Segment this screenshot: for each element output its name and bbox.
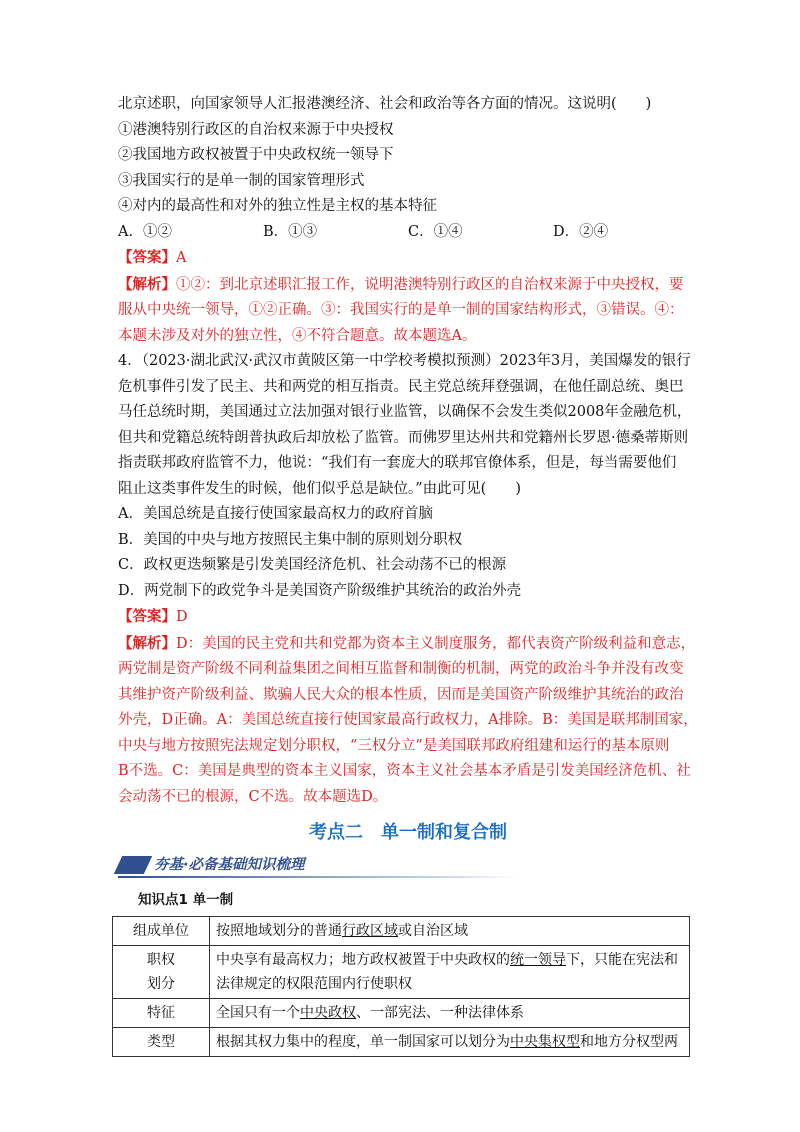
value-text: 根据其权力集中的程度，单一制国家可以划分为 bbox=[216, 1034, 510, 1050]
value-text: 和地方分权型两 bbox=[580, 1034, 678, 1050]
value-text: 、一部宪法、一种法律体系 bbox=[356, 1005, 524, 1021]
q4-stem-line-1: 4．（2023·湖北武汉·武汉市黄陂区第一中学校考模拟预测）2023年3月，美国爆发的银行 bbox=[118, 353, 691, 369]
q4-option-c: C．政权更迭频繁是引发美国经济危机、社会动荡不已的根源 bbox=[118, 557, 507, 573]
answer-value: A bbox=[176, 250, 187, 266]
row-value bbox=[210, 946, 690, 999]
banner-decoration bbox=[114, 856, 152, 874]
value-text: 中央享有最高权力；地方政权被置于中央政权的 bbox=[216, 952, 510, 968]
banner-text: 夯基·必备基础知识梳理 bbox=[154, 857, 305, 873]
answer-tag: 【答案】 bbox=[118, 608, 176, 625]
q4-analysis-line-3: 其维护资产阶级利益、欺骗人民大众的根本性质，因而是美国资产阶级维护其统治的政治 bbox=[118, 686, 684, 703]
underlined-term: 行政区域 bbox=[342, 923, 398, 939]
unitary-system-table bbox=[112, 916, 690, 1057]
q3-statement-4: ④对内的最高性和对外的独立性是主权的基本特征 bbox=[118, 198, 437, 214]
underlined-term: 中央集权型 bbox=[510, 1034, 580, 1050]
q4-stem-line-3: 马任总统时期，美国通过立法加强对银行业监管，以确保不会发生类似2008年金融危机， bbox=[118, 404, 692, 420]
row-value bbox=[210, 1028, 690, 1057]
q3-option-a: A．①② bbox=[118, 223, 172, 240]
q4-answer bbox=[118, 604, 698, 631]
q3-options bbox=[118, 220, 698, 246]
section-banner bbox=[118, 852, 518, 880]
q3-option-b: B．①③ bbox=[263, 223, 318, 240]
q4-option-d: D．两党制下的政党争斗是美国资产阶级维护其统治的政治外壳 bbox=[118, 582, 522, 599]
q4-analysis-line-5: 中央与地方按照宪法规定划分职权，“三权分立”是美国联邦政府组建和运行的基本原则 bbox=[118, 737, 670, 754]
q4-stem-line-5: 指责联邦政府监管不力，他说：“我们有一套庞大的联邦官僚体系，但是，每当需要他们 bbox=[118, 455, 677, 471]
q3-statement-1: ①港澳特别行政区的自治权来源于中央授权 bbox=[118, 121, 394, 138]
row-key bbox=[113, 946, 210, 999]
table-row bbox=[113, 999, 690, 1028]
underlined-term: 统一领导 bbox=[510, 952, 566, 968]
q3-stem: 北京述职，向国家领导人汇报港澳经济、社会和政治等各方面的情况。这说明( ) bbox=[118, 96, 652, 112]
q4-option-a: A．美国总统是直接行使国家最高权力的政府首脑 bbox=[118, 506, 433, 522]
q3-answer bbox=[118, 245, 698, 272]
value-text: 或自治区域 bbox=[398, 923, 468, 939]
q4-stem-line-2: 危机事件引发了民主、共和两党的相互指责。民主党总统拜登强调，在他任副总统、奥巴 bbox=[118, 378, 684, 395]
underlined-term: 中央政权 bbox=[300, 1005, 356, 1021]
document-page bbox=[118, 92, 698, 1057]
answer-value: D bbox=[176, 609, 188, 625]
analysis-text: ①②：到北京述职汇报工作，说明港澳特别行政区的自治权来源于中央授权，要 bbox=[176, 276, 684, 293]
analysis-tag: 【解析】 bbox=[118, 634, 176, 652]
row-value bbox=[210, 917, 690, 946]
q3-analysis-line-1 bbox=[118, 272, 698, 299]
q4-analysis-line-4: 外壳，D正确。A：美国总统直接行使国家最高行政权力，A排除。B：美国是联邦制国家， bbox=[118, 712, 698, 728]
q3-analysis-line-2: 服从中央统一领导，①②正确。③：我国实行的是单一制的国家结构形式，③错误。④： bbox=[118, 302, 684, 318]
knowledge-point-title: 知识点1 单一制 bbox=[138, 892, 234, 908]
q3-option-d: D．②④ bbox=[553, 223, 609, 240]
analysis-tag: 【解析】 bbox=[118, 275, 176, 293]
banner-underline bbox=[118, 876, 518, 878]
q3-option-c: C．①④ bbox=[408, 223, 463, 240]
section-title: 考点二 单一制和复合制 bbox=[309, 822, 507, 843]
row-key-text: 职权划分 bbox=[147, 952, 175, 992]
table-row bbox=[113, 1028, 690, 1057]
q4-stem-line-4: 但共和党籍总统特朗普执政后却放松了监管。而佛罗里达州共和党籍州长罗恩·德桑蒂斯则 bbox=[118, 429, 689, 446]
value-text: 按照地域划分的普通 bbox=[216, 923, 342, 939]
q3-statement-3: ③我国实行的是单一制的国家管理形式 bbox=[118, 172, 365, 189]
value-text: 下，只能在宪法和法律规定的权限范围内行使职权 bbox=[216, 952, 678, 992]
q4-stem-line-6: 阻止这类事件发生的时候，他们似乎总是缺位。”由此可见( ) bbox=[118, 480, 521, 497]
table-row bbox=[113, 917, 690, 946]
q3-statement-2: ②我国地方政权被置于中央政权统一领导下 bbox=[118, 147, 394, 163]
row-key: 类型 bbox=[113, 1028, 210, 1057]
answer-tag: 【答案】 bbox=[118, 249, 176, 266]
q4-analysis-line-7: 会动荡不已的根源，C不选。故本题选D。 bbox=[118, 788, 388, 805]
analysis-text: D：美国的民主党和共和党都为资本主义制度服务，都代表资产阶级利益和意志， bbox=[176, 635, 696, 652]
q4-option-b: B．美国的中央与地方按照民主集中制的原则划分职权 bbox=[118, 531, 463, 548]
q4-analysis-line-6: B不选。C：美国是典型的资本主义国家，资本主义社会基本矛盾是引发美国经济危机、社 bbox=[118, 763, 691, 779]
row-key: 组成单位 bbox=[113, 917, 210, 946]
q4-analysis-line-1 bbox=[118, 631, 698, 658]
row-value bbox=[210, 999, 690, 1028]
q4-analysis-line-2: 两党制是资产阶级不同利益集团之间相互监督和制衡的机制，两党的政治斗争并没有改变 bbox=[118, 661, 684, 677]
q3-analysis-line-3: 本题未涉及对外的独立性，④不符合题意。故本题选A。 bbox=[118, 327, 477, 344]
value-text: 全国只有一个 bbox=[216, 1005, 300, 1021]
row-key: 特征 bbox=[113, 999, 210, 1028]
table-row bbox=[113, 946, 690, 999]
